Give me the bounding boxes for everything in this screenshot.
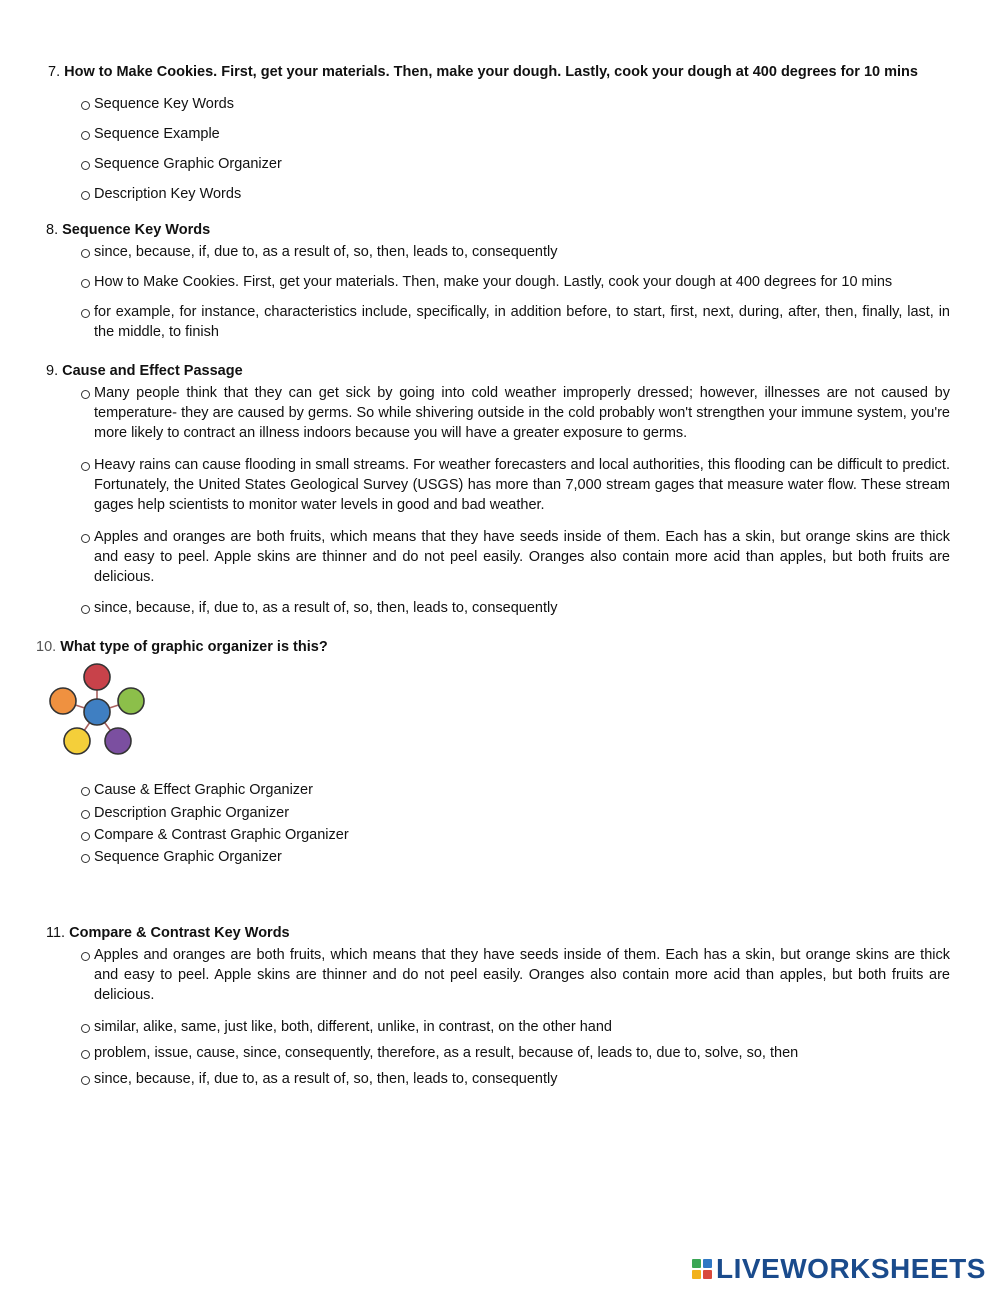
question-8-title: 8. Sequence Key Words <box>46 222 211 238</box>
q7-option-2[interactable]: Sequence Example <box>80 124 950 144</box>
q7-option-4[interactable]: Description Key Words <box>80 184 950 204</box>
node-right <box>118 688 144 714</box>
q10-option-4[interactable]: Sequence Graphic Organizer <box>80 847 950 867</box>
radio-icon[interactable] <box>80 94 92 114</box>
q8-option-3[interactable]: for example, for instance, characteristics include, specifically, in addition before, to start, first, next, during, after, then, finally, last, in the middle, to finish <box>80 302 950 342</box>
node-center <box>84 699 110 725</box>
radio-icon[interactable] <box>80 302 92 322</box>
q9-option-4[interactable]: since, because, if, due to, as a result of, so, then, leads to, consequently <box>80 598 950 618</box>
q11-option-2[interactable]: similar, alike, same, just like, both, different, unlike, in contrast, on the other hand <box>80 1017 950 1037</box>
q7-option-1[interactable]: Sequence Key Words <box>80 94 950 114</box>
q9-option-2[interactable]: Heavy rains can cause flooding in small streams. For weather forecasters and local authorities, this flooding can be difficult to predict. Fortunately, the United States Geological Survey (USGS) has more than 7,000 stream gages that measure water flow. These stream gages help scientists to monitor water levels in good and bad weather. <box>80 455 950 515</box>
radio-icon[interactable] <box>80 184 92 204</box>
radio-icon[interactable] <box>80 945 92 965</box>
radio-icon[interactable] <box>80 847 92 867</box>
radio-icon[interactable] <box>80 455 92 475</box>
node-top <box>84 664 110 690</box>
radio-icon[interactable] <box>80 383 92 403</box>
q7-option-3[interactable]: Sequence Graphic Organizer <box>80 154 950 174</box>
radio-icon[interactable] <box>80 242 92 262</box>
q9-option-1[interactable]: Many people think that they can get sick by going into cold weather improperly dressed; however, illnesses are not caused by temperature- they are caused by germs. So while shivering outside in the cold probably won't strengthen your immune system, you're more likely to contract an illness indoors because you will have a greater exposure to germs. <box>80 383 950 443</box>
radio-icon[interactable] <box>80 1017 92 1037</box>
q9-option-3[interactable]: Apples and oranges are both fruits, which means that they have seeds inside of them. Each has a skin, but orange skins are thick and easy to peel. Apple skins are thinner and do not peel easily. Oranges also contain more acid than apples, but both fruits are delicious. <box>80 527 950 587</box>
question-9-title: 9. Cause and Effect Passage <box>46 363 243 379</box>
question-7-title: 7. How to Make Cookies. First, get your materials. Then, make your dough. Lastly, cook your dough at 400 degrees for 10 mins <box>48 64 918 80</box>
radio-icon[interactable] <box>80 272 92 292</box>
q8-option-1[interactable]: since, because, if, due to, as a result of, so, then, leads to, consequently <box>80 242 950 262</box>
node-bottom-right <box>105 728 131 754</box>
node-left <box>50 688 76 714</box>
logo-text: LIVEWORKSHEETS <box>716 1253 986 1284</box>
radio-icon[interactable] <box>80 527 92 547</box>
radio-icon[interactable] <box>80 1069 92 1089</box>
graphic-organizer-image <box>44 660 154 760</box>
radio-icon[interactable] <box>80 803 92 823</box>
radio-icon[interactable] <box>80 780 92 800</box>
radio-icon[interactable] <box>80 825 92 845</box>
q11-option-4[interactable]: since, because, if, due to, as a result of, so, then, leads to, consequently <box>80 1069 950 1089</box>
question-10-title: 10. What type of graphic organizer is this? <box>36 639 328 655</box>
q10-option-2[interactable]: Description Graphic Organizer <box>80 803 950 823</box>
q8-option-2[interactable]: How to Make Cookies. First, get your materials. Then, make your dough. Lastly, cook your dough at 400 degrees for 10 mins <box>80 272 950 292</box>
q10-option-3[interactable]: Compare & Contrast Graphic Organizer <box>80 825 950 845</box>
q10-option-1[interactable]: Cause & Effect Graphic Organizer <box>80 780 950 800</box>
radio-icon[interactable] <box>80 124 92 144</box>
liveworksheets-logo <box>692 1254 986 1284</box>
radio-icon[interactable] <box>80 1043 92 1063</box>
question-11-title: 11. Compare & Contrast Key Words <box>46 925 290 941</box>
q11-option-1[interactable]: Apples and oranges are both fruits, which means that they have seeds inside of them. Each has a skin, but orange skins are thick and easy to peel. Apple skins are thinner and do not peel easily. Oranges also contain more acid than apples, but both fruits are delicious. <box>80 945 950 1005</box>
node-bottom-left <box>64 728 90 754</box>
radio-icon[interactable] <box>80 154 92 174</box>
q11-option-3[interactable]: problem, issue, cause, since, consequently, therefore, as a result, because of, leads to, due to, solve, so, then <box>80 1043 950 1063</box>
radio-icon[interactable] <box>80 598 92 618</box>
logo-blocks-icon <box>692 1259 712 1279</box>
